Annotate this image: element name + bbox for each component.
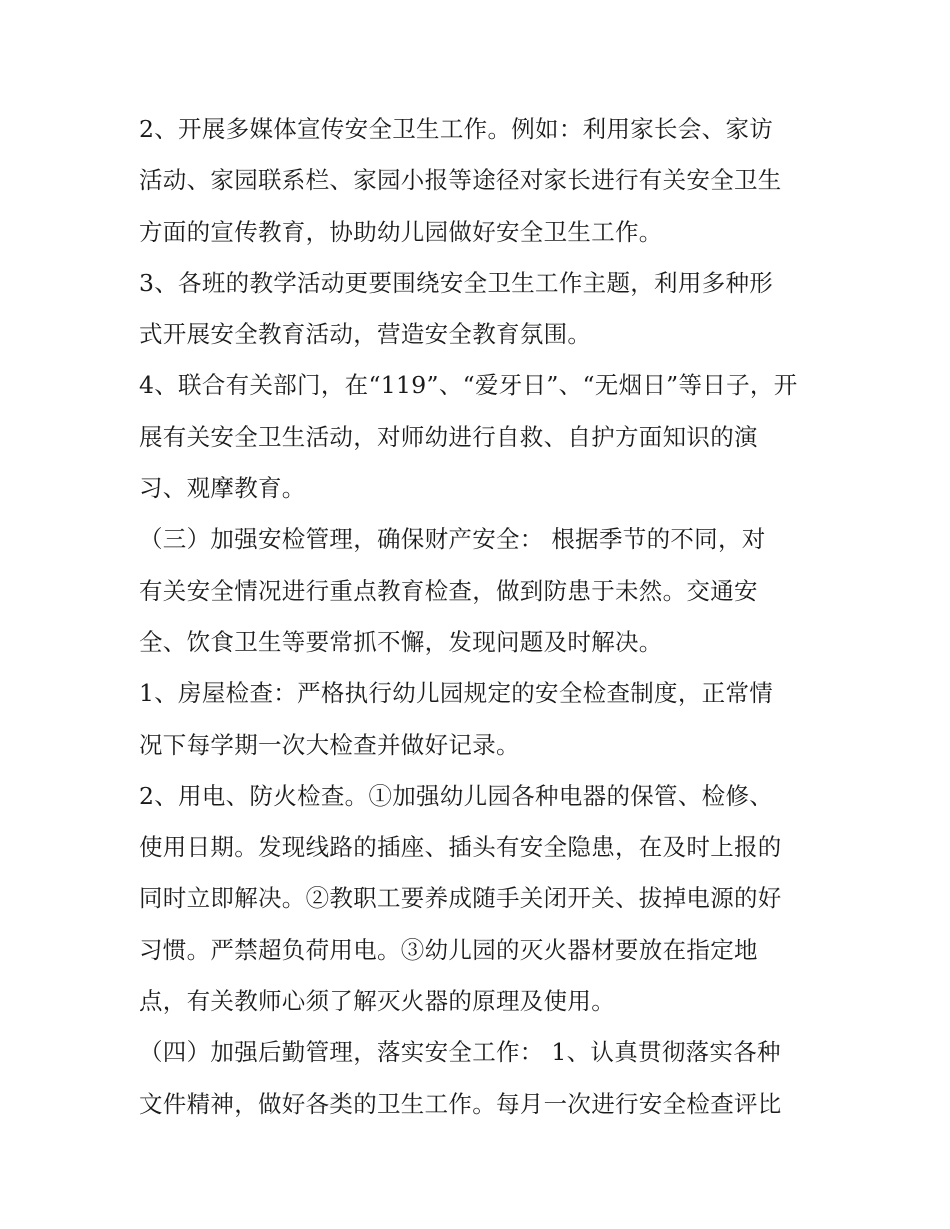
text-line: 习、观摩教育。 bbox=[139, 474, 306, 503]
text-line: 文件精神，做好各类的卫生工作。每月一次进行安全检查评比 bbox=[139, 1089, 782, 1118]
text-line: 使用日期。发现线路的插座、插头有安全隐患，在及时上报的 bbox=[139, 833, 782, 862]
text-line: 展有关安全卫生活动，对师幼进行自救、自护方面知识的演 bbox=[139, 422, 758, 451]
text-line: （三）加强安检管理，确保财产安全： 根据季节的不同，对 bbox=[139, 525, 766, 554]
text-line: 同时立即解决。②教职工要养成随手关闭开关、拔掉电源的好 bbox=[139, 884, 782, 913]
text-line: 2、开展多媒体宣传安全卫生工作。例如：利用家长会、家访 bbox=[139, 115, 774, 143]
text-line: 1、房屋检查：严格执行幼儿园规定的安全检查制度，正常情 bbox=[139, 679, 774, 708]
text-line: 点，有关教师心须了解灭火器的原理及使用。 bbox=[139, 987, 615, 1016]
text-line: 全、饮食卫生等要常抓不懈，发现问题及时解决。 bbox=[139, 627, 663, 656]
text-line: （四）加强后勤管理，落实安全工作： 1、认真贯彻落实各种 bbox=[139, 1038, 781, 1067]
text-line: 况下每学期一次大检查并做好记录。 bbox=[139, 730, 520, 759]
document-body bbox=[139, 104, 819, 1130]
text-line: 有关安全情况进行重点教育检查，做到防患于未然。交通安 bbox=[139, 576, 758, 605]
text-line: 习惯。严禁超负荷用电。③幼儿园的灭火器材要放在指定地 bbox=[139, 935, 758, 964]
text-line: 式开展安全教育活动，营造安全教育氛围。 bbox=[139, 320, 592, 349]
text-line: 方面的宣传教育，协助幼儿园做好安全卫生工作。 bbox=[139, 217, 663, 246]
text-line: 4、联合有关部门，在“119”、“爱牙日”、“无烟日”等日子，开 bbox=[139, 371, 798, 400]
text-line: 活动、家园联系栏、家园小报等途径对家长进行有关安全卫生 bbox=[139, 166, 782, 195]
text-line: 3、各班的教学活动更要围绕安全卫生工作主题，利用多种形 bbox=[139, 268, 774, 297]
text-line: 2、用电、防火检查。①加强幼儿园各种电器的保管、检修、 bbox=[139, 781, 774, 810]
